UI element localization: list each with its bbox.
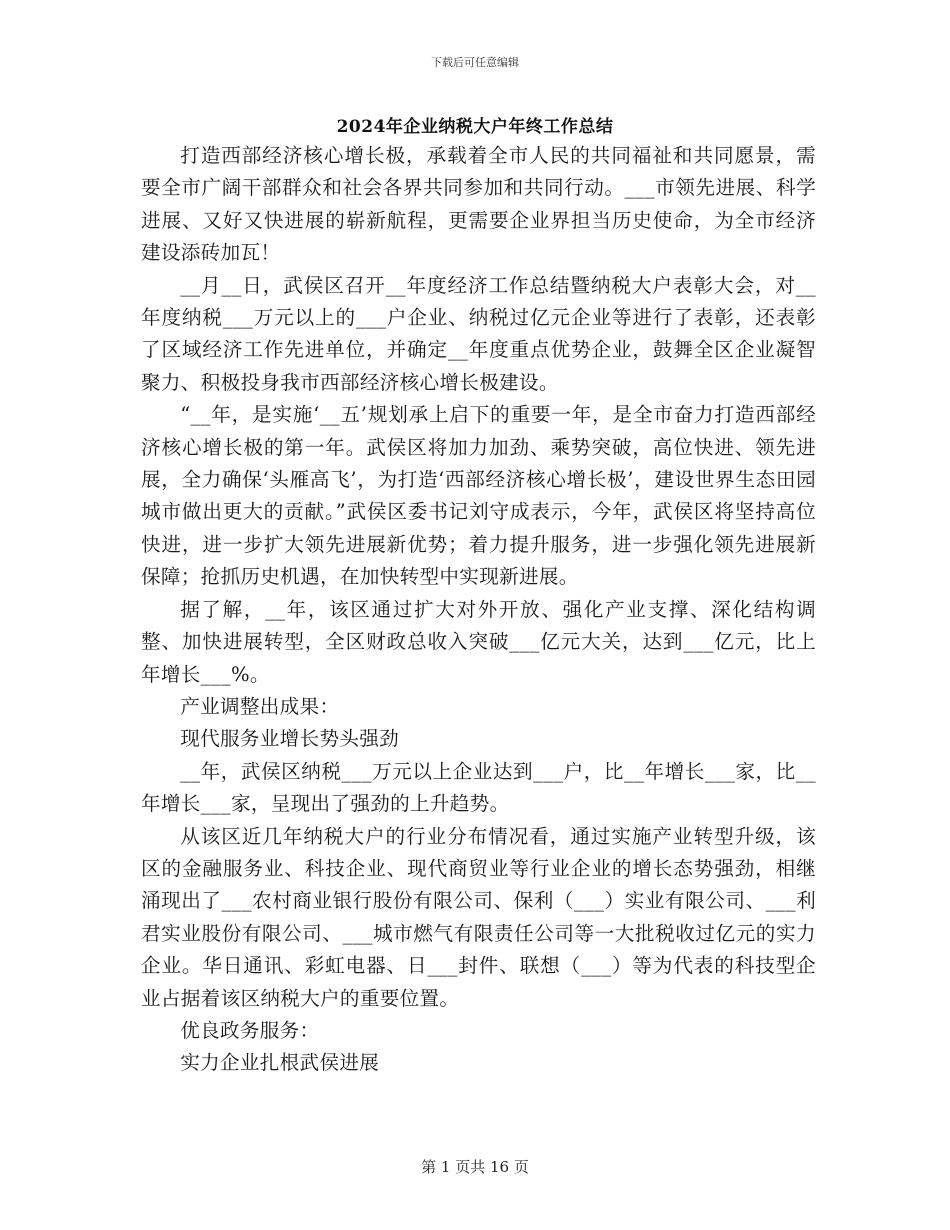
paragraph: “__年，是实施‘__五’规划承上启下的重要一年，是全市奋力打造西部经济核心增长极的第一年。武侯区将加力加劲、乘势突破，高位快进、领先进展，全力确保‘头雁高飞’，为打造‘西部经济核心增长极’，建设世界生态田园城市做出更大的贡献。”武侯区委书记刘守成表示，今年，武侯区将坚持高位快进，进一步扩大领先进展新优势；着力提升服务，进一步强化领先进展新保障；抢抓历史机遇，在加快转型中实现新进展。 bbox=[141, 403, 816, 589]
paragraph: 据了解，__年，该区通过扩大对外开放、强化产业支撑、深化结构调整、加快进展转型，全区财政总收入突破___亿元大关，达到___亿元，比上年增长___%。 bbox=[141, 597, 816, 686]
header-note: 下载后可任意编辑 bbox=[431, 56, 519, 69]
paragraph: __月__日，武侯区召开__年度经济工作总结暨纳税大户表彰大会，对__年度纳税___万元以上的___户企业、纳税过亿元企业等进行了表彰，还表彰了区域经济工作先进单位，并确定__年度重点优势企业，鼓舞全区企业凝智聚力、积极投身我市西部经济核心增长极建设。 bbox=[141, 273, 816, 394]
subsection-heading: 现代服务业增长势头强劲 bbox=[180, 727, 400, 751]
paragraph: __年，武侯区纳税___万元以上企业达到___户，比__年增长___家，比__年增长___家，呈现出了强劲的上升趋势。 bbox=[141, 759, 816, 816]
section-heading: 优良政务服务： bbox=[180, 1018, 320, 1042]
document-title: 2024年企业纳税大户年终工作总结 bbox=[336, 117, 614, 137]
subsection-heading: 实力企业扎根武侯进展 bbox=[180, 1051, 380, 1075]
paragraph: 打造西部经济核心增长极，承载着全市人民的共同福祉和共同愿景，需要全市广阔干部群众和社会各界共同参加和共同行动。___市领先进展、科学进展、又好又快进展的崭新航程，更需要企业界担当历史使命，为全市经济建设添砖加瓦！ bbox=[141, 144, 816, 265]
document-body bbox=[141, 140, 816, 1080]
paragraph: 从该区近几年纳税大户的行业分布情况看，通过实施产业转型升级，该区的金融服务业、科技企业、现代商贸业等行业企业的增长态势强劲，相继涌现出了___农村商业银行股份有限公司、保利（___）实业有限公司、___利君实业股份有限公司、___城市燃气有限责任公司等一大批税收过亿元的实力企业。华日通讯、彩虹电器、日___封件、联想（___）等为代表的科技型企业占据着该区纳税大户的重要位置。 bbox=[141, 824, 816, 1010]
page-footer: 第 1 页共 16 页 bbox=[421, 1158, 529, 1176]
section-heading: 产业调整出成果： bbox=[180, 694, 340, 718]
